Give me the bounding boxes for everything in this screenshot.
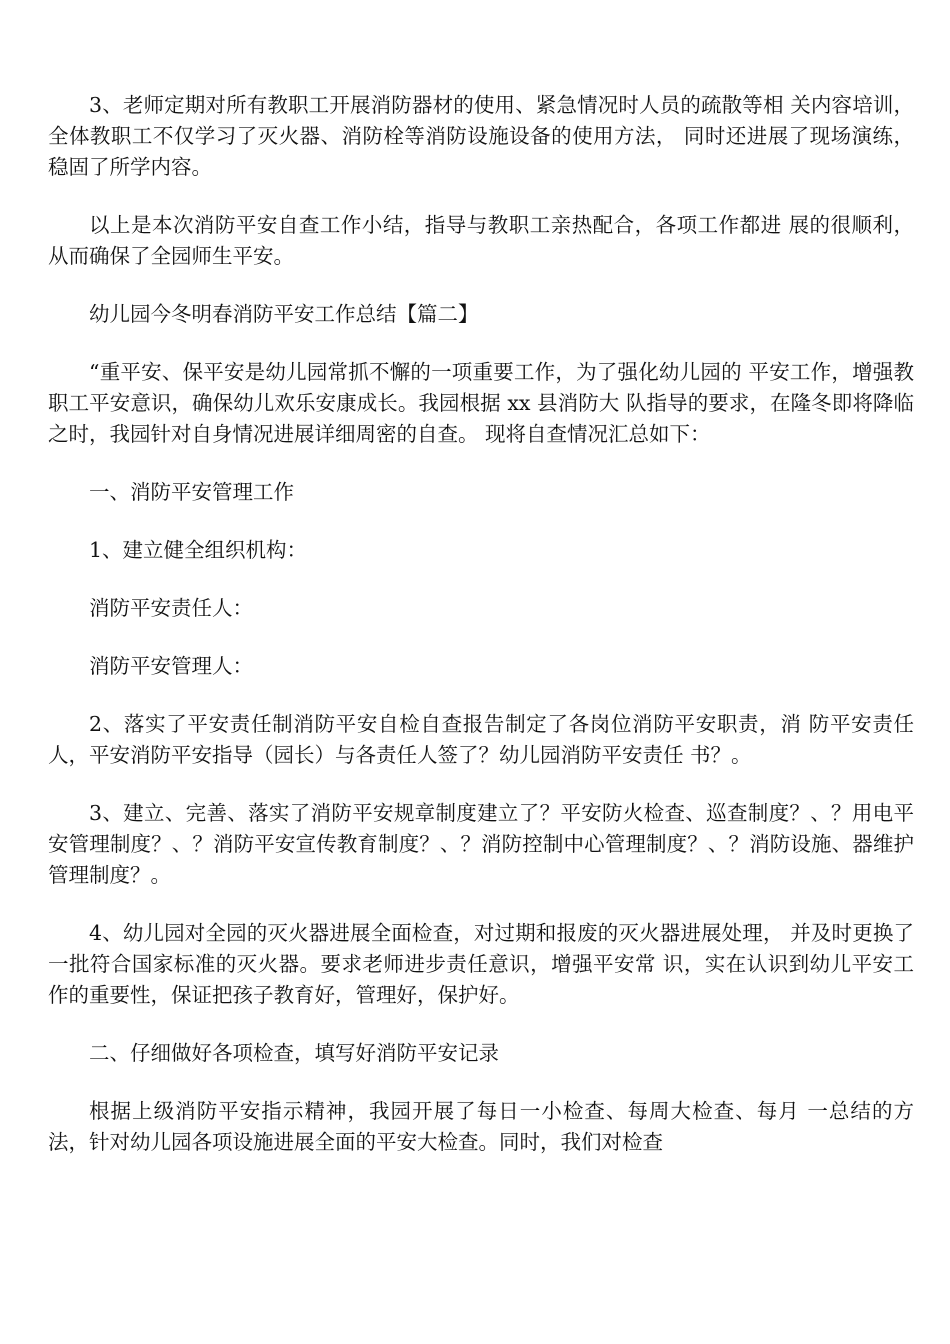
paragraph-intro: “重平安、保平安是幼儿园常抓不懈的一项重要工作，为了强化幼儿园的 平安工作，增强教职工平安意识，确保幼儿欢乐安康成长。我园根据 xx 县消防大 队指导的要求，在隆冬即将降临之时，我园针对自身情况进展详细周密的自查。 现将自查情况汇总如下： bbox=[48, 360, 914, 446]
paragraph-responsibility-system: 2、落实了平安责任制消防平安自检自查报告制定了各岗位消防平安职责，消 防平安责任人，平安消防平安指导（园长）与各责任人签了？幼儿园消防平安责任 书？。 bbox=[48, 712, 914, 767]
paragraph-training: 3、老师定期对所有教职工开展消防器材的使用、紧急情况时人员的疏散等相 关内容培训，全体教职工不仅学习了灭火器、消防栓等消防设施设备的使用方法， 同时还进展了现场演练，稳固了所学内容。 bbox=[48, 93, 914, 179]
document-body bbox=[48, 90, 914, 1185]
heading-inspections: 二、仔细做好各项检查，填写好消防平安记录 bbox=[89, 1041, 499, 1065]
item-manager: 消防平安管理人： bbox=[89, 654, 253, 678]
paragraph-inspection-method: 根据上级消防平安指示精神，我园开展了每日一小检查、每周大检查、每月 一总结的方法，针对幼儿园各项设施进展全面的平安大检查。同时，我们对检查 bbox=[48, 1099, 914, 1154]
item-responsible-person: 消防平安责任人： bbox=[89, 596, 253, 620]
paragraph-regulations: 3、建立、完善、落实了消防平安规章制度建立了？平安防火检查、巡查制度？、？用电平安管理制度？、？消防平安宣传教育制度？、？消防控制中心管理制度？、？消防设施、器维护管理制度？。 bbox=[48, 801, 914, 887]
paragraph-summary: 以上是本次消防平安自查工作小结，指导与教职工亲热配合，各项工作都进 展的很顺利，从而确保了全园师生平安。 bbox=[48, 213, 914, 268]
section-title-part-two: 幼儿园今冬明春消防平安工作总结【篇二】 bbox=[89, 302, 479, 326]
heading-fire-safety-management: 一、消防平安管理工作 bbox=[89, 480, 294, 504]
paragraph-extinguishers: 4、幼儿园对全园的灭火器进展全面检查，对过期和报废的灭火器进展处理， 并及时更换了一批符合国家标准的灭火器。要求老师进步责任意识，增强平安常 识，实在认识到幼儿平安工作的重要性，保证把孩子教育好，管理好，保护好。 bbox=[48, 921, 914, 1007]
item-organization: 1、建立健全组织机构： bbox=[89, 538, 308, 562]
